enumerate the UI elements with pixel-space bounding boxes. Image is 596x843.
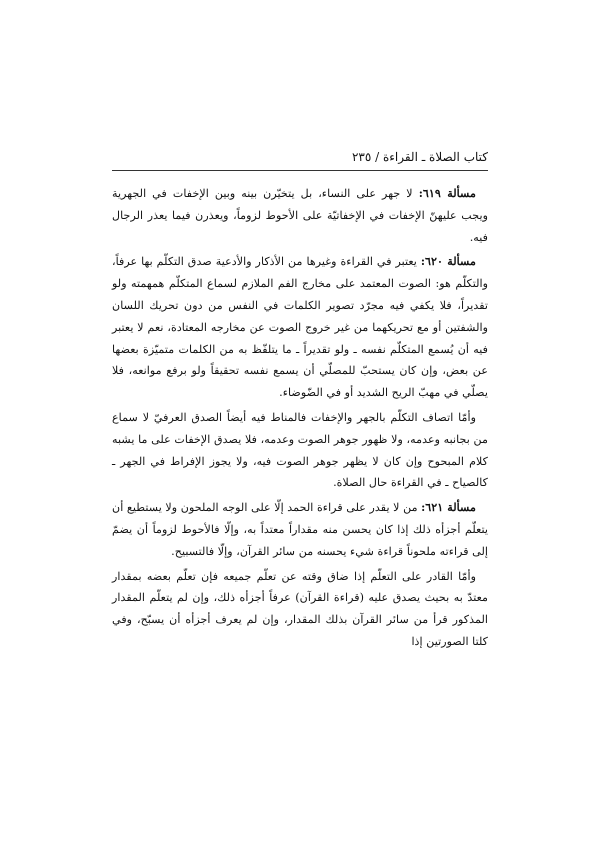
page-header [112, 146, 488, 170]
paragraph-masala-620 [112, 251, 488, 404]
paragraph-text: من لا يقدر على قراءة الحمد إلّا على الوجه الملحون ولا يستطيع أن يتعلّم أجزأه ذلك إذا كان يحسن منه مقداراً معتداً به، وإلّا فالأحوط لزوماً أن يضمّ إلى قراءته ملحوناً قراءة شيء يحسنه من سائر القرآن، وإلّا فالتسبيح. [112, 501, 488, 558]
running-title: كتاب الصلاة ـ القراءة / ٢٣٥ [351, 150, 488, 164]
masala-label: مسألة ٦١٩: [418, 186, 477, 200]
paragraph-text: لا جهر على النساء، بل يتخيّرن بينه وبين الإخفات في الجهرية ويجب عليهنّ الإخفات في الإخفاتيّة على الأحوط لزوماً، ويعذرن فيما يعذر الرجال فيه. [112, 187, 488, 244]
masala-label: مسألة ٦٢٠: [420, 254, 477, 269]
paragraph-text: وأمّا اتصاف التكلّم بالجهر والإخفات فالمناط فيه أيضاً الصدق العرفيّ لا سماع من بجانبه وعدمه، ولا ظهور جوهر الصوت وعدمه، فلا يصدق الإخفات على ما يشبه كلام المبحوح وإن كان لا يظهر جوهر الصوت فيه، ولا يجوز الإفراط في الجهر ـ كالصياح ـ في القراءة حال الصلاة. [112, 410, 488, 490]
paragraph-continuation [112, 566, 488, 653]
paragraph-continuation [112, 407, 488, 494]
paragraph-text: وأمّا القادر على التعلّم إذا ضاق وقته عن تعلّم جميعه فإن تعلّم بعضه بمقدار معتدّ به بحيث يصدق عليه (قراءة القرآن) عرفاً أجزأه ذلك، وإن لم يتعلّم المقدار المذكور قرأ من سائر القرآن بذلك المقدار، وإن لم يعرف أجزأه أن يسبّح، وفي كلتا الصورتين إذا [112, 569, 488, 648]
paragraph-masala-621 [112, 497, 488, 562]
page-body [112, 183, 488, 656]
paragraph-masala-619 [112, 183, 488, 248]
paragraph-text: يعتبر في القراءة وغيرها من الأذكار والأدعية صدق التكلّم بها عرفاً، والتكلّم هو: الصوت المعتمد على مخارج الفم الملازم لسماع المتكلّم همهمته ولو تقديراً، فلا يكفي فيه مجرّد تصوير الكلمات في النفس من دون تحريك اللسان والشفتين أو مع تحريكهما من غير خروج الصوت عن مخارجه المعتادة، نعم لا يعتبر فيه أن يُسمع المتكلّم نفسه ـ ولو تقديراً ـ ما يتلفّظ به من الكلمات متميّزة بعضها عن بعض، وإن كان يستحبّ للمصلّي أن يسمع نفسه تحقيقاً ولو برفع موانعه، فلا يصلّي في مهبّ الريح الشديد أو في الضّوضاء. [112, 255, 488, 400]
header-rule [112, 170, 488, 171]
masala-label: مسألة ٦٢١: [421, 500, 476, 515]
